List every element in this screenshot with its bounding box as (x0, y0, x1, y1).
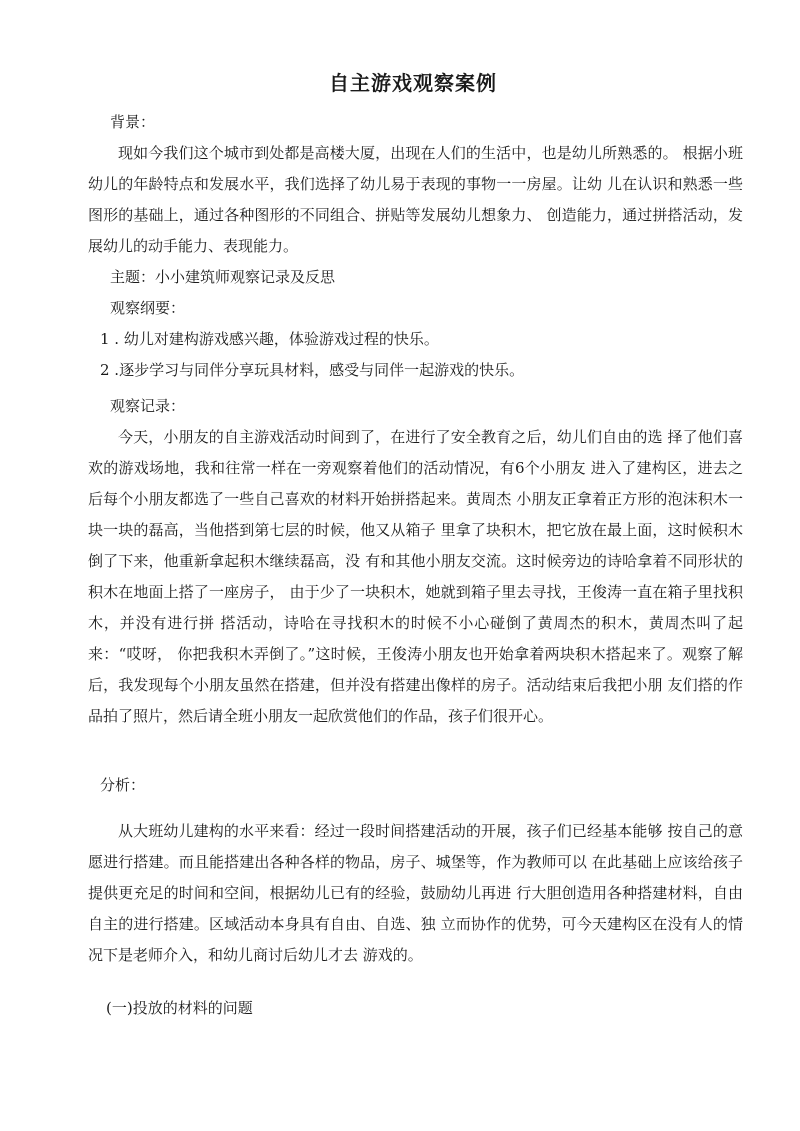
record-paragraph: 今天，小朋友的自主游戏活动时间到了，在进行了安全教育之后，幼儿们自由的选 择了他们喜欢的游戏场地，我和往常一样在一旁观察着他们的活动情况，有6个小朋友 进入了建构区，进去之后每个小朋友都选了一些自己喜欢的材料开始拼搭起来。黄周杰 小朋友正拿着正方形的泡沫积木一块一块的磊高，当他搭到第七层的时候，他又从箱子 里拿了块积木，把它放在最上面，这时候积木倒了下来，他重新拿起积木继续磊高，没 有和其他小朋友交流。这时候旁边的诗哈拿着不同形状的积木在地面上搭了一座房子， 由于少了一块积木，她就到箱子里去寻找，王俊涛一直在箱子里找积木，并没有进行拼 搭活动，诗哈在寻找积木的时候不小心碰倒了黄周杰的积木，黄周杰叫了起来：“哎呀， 你把我积木弄倒了。”这时候，王俊涛小朋友也开始拿着两块积木搭起来了。观察了解 后，我发现每个小朋友虽然在搭建，但并没有搭建出像样的房子。活动结束后我把小朋 友们搭的作品拍了照片，然后请全班小朋友一起欣赏他们的作品，孩子们很开心。 (88, 428, 743, 725)
outline-item-2: 2 .逐步学习与同伴分享玩具材料，感受与同伴一起游戏的快乐。 (100, 361, 525, 379)
outline-label: 观察纲要： (110, 299, 186, 317)
analysis-label: 分析： (100, 776, 146, 794)
analysis-paragraph: 从大班幼儿建构的水平来看：经过一段时间搭建活动的开展，孩子们已经基本能够 按自己的意愿进行搭建。而且能搭建出各种各样的物品，房子、城堡等，作为教师可以 在此基础上应该给孩子提供更充足的时间和空间，根据幼儿已有的经验，鼓励幼儿再进 行大胆创造用各种搭建材料，自由自主的进行搭建。区域活动本身具有自由、自选、独 立而协作的优势，可今天建构区在没有人的情况下是老师介入，和幼儿商讨后幼儿才去 游戏的。 (88, 822, 743, 964)
background-paragraph: 现如今我们这个城市到处都是高楼大厦，出现在人们的生活中，也是幼儿所熟悉的。 根据小班幼儿的年龄特点和发展水平，我们选择了幼儿易于表现的事物一一房屋。让幼 儿在认识和熟悉一些图形的基础上，通过各种图形的不同组合、拼贴等发展幼儿想象力、 创造能力，通过拼搭活动，发展幼儿的动手能力、表现能力。 (88, 144, 743, 255)
theme-line: 主题：小小建筑师观察记录及反思 (110, 268, 336, 286)
record-label: 观察记录： (110, 397, 186, 415)
outline-item-1: 1 . 幼儿对建构游戏感兴趣，体验游戏过程的快乐。 (100, 330, 439, 348)
document-title: 自主游戏观察案例 (329, 71, 497, 95)
background-label: 背景： (110, 113, 156, 131)
section-heading: (一)投放的材料的问题 (106, 999, 253, 1017)
